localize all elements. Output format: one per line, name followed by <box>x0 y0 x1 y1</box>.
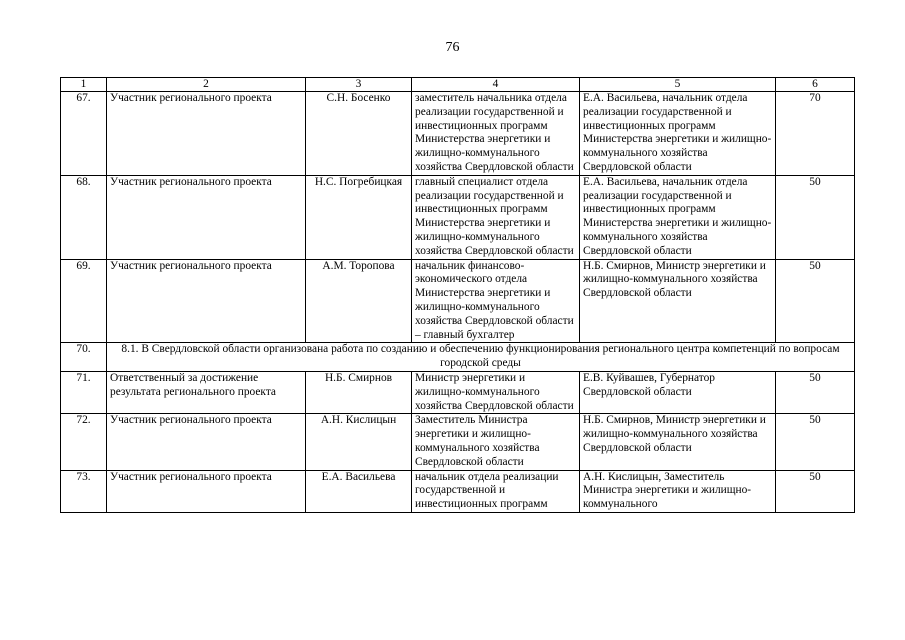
column-header: 6 <box>776 78 855 92</box>
row-share: 50 <box>776 259 855 343</box>
row-supervisor: Е.В. Куйвашев, Губернатор Свердловской области <box>580 371 776 413</box>
row-role: Участник регионального проекта <box>107 175 306 259</box>
row-supervisor: А.Н. Кислицын, Заместитель Министра энергетики и жилищно-коммунального <box>580 470 776 512</box>
row-role: Участник регионального проекта <box>107 92 306 176</box>
row-share: 70 <box>776 92 855 176</box>
row-number: 69. <box>61 259 107 343</box>
row-person-name: А.Н. Кислицын <box>306 414 412 470</box>
section-heading: 8.1. В Свердловской области организована работа по созданию и обеспечению функционирования регионального центра компетенций по вопросам городской среды <box>107 343 855 372</box>
table-row <box>61 414 855 470</box>
row-number: 70. <box>61 343 107 372</box>
row-role: Ответственный за достижение результата регионального проекта <box>107 371 306 413</box>
column-header: 5 <box>580 78 776 92</box>
table-row-section <box>61 343 855 372</box>
table-row <box>61 470 855 512</box>
row-share: 50 <box>776 175 855 259</box>
row-number: 67. <box>61 92 107 176</box>
table-row <box>61 175 855 259</box>
row-position: начальник отдела реализации государственной и инвестиционных программ <box>412 470 580 512</box>
row-person-name: С.Н. Босенко <box>306 92 412 176</box>
column-header: 3 <box>306 78 412 92</box>
row-supervisor: Е.А. Васильева, начальник отдела реализации государственной и инвестиционных программ Министерства энергетики и жилищно-коммунального хозяйства Свердловской области <box>580 175 776 259</box>
table-row <box>61 259 855 343</box>
row-supervisor: Е.А. Васильева, начальник отдела реализации государственной и инвестиционных программ Министерства энергетики и жилищно-коммунального хозяйства Свердловской области <box>580 92 776 176</box>
row-position: начальник финансово-экономического отдела Министерства энергетики и жилищно-коммунального хозяйства Свердловской области – главный бухгалтер <box>412 259 580 343</box>
row-person-name: Е.А. Васильева <box>306 470 412 512</box>
row-position: Заместитель Министра энергетики и жилищно-коммунального хозяйства Свердловской области <box>412 414 580 470</box>
row-role: Участник регионального проекта <box>107 259 306 343</box>
column-header: 1 <box>61 78 107 92</box>
table-row <box>61 371 855 413</box>
row-number: 71. <box>61 371 107 413</box>
row-number: 68. <box>61 175 107 259</box>
row-position: главный специалист отдела реализации государственной и инвестиционных программ Министерства энергетики и жилищно-коммунального хозяйства Свердловской области <box>412 175 580 259</box>
table-header-row <box>61 78 855 92</box>
responsibility-table <box>60 77 855 513</box>
table-row <box>61 92 855 176</box>
row-person-name: Н.С. Погребицкая <box>306 175 412 259</box>
row-share: 50 <box>776 470 855 512</box>
row-share: 50 <box>776 414 855 470</box>
row-person-name: А.М. Торопова <box>306 259 412 343</box>
row-number: 73. <box>61 470 107 512</box>
column-header: 2 <box>107 78 306 92</box>
row-share: 50 <box>776 371 855 413</box>
row-person-name: Н.Б. Смирнов <box>306 371 412 413</box>
row-role: Участник регионального проекта <box>107 470 306 512</box>
column-header: 4 <box>412 78 580 92</box>
row-position: Министр энергетики и жилищно-коммунального хозяйства Свердловской области <box>412 371 580 413</box>
page-number: 76 <box>445 40 460 55</box>
row-number: 72. <box>61 414 107 470</box>
row-role: Участник регионального проекта <box>107 414 306 470</box>
row-supervisor: Н.Б. Смирнов, Министр энергетики и жилищно-коммунального хозяйства Свердловской области <box>580 414 776 470</box>
row-position: заместитель начальника отдела реализации государственной и инвестиционных программ Министерства энергетики и жилищно-коммунального хозяйства Свердловской области <box>412 92 580 176</box>
row-supervisor: Н.Б. Смирнов, Министр энергетики и жилищно-коммунального хозяйства Свердловской области <box>580 259 776 343</box>
